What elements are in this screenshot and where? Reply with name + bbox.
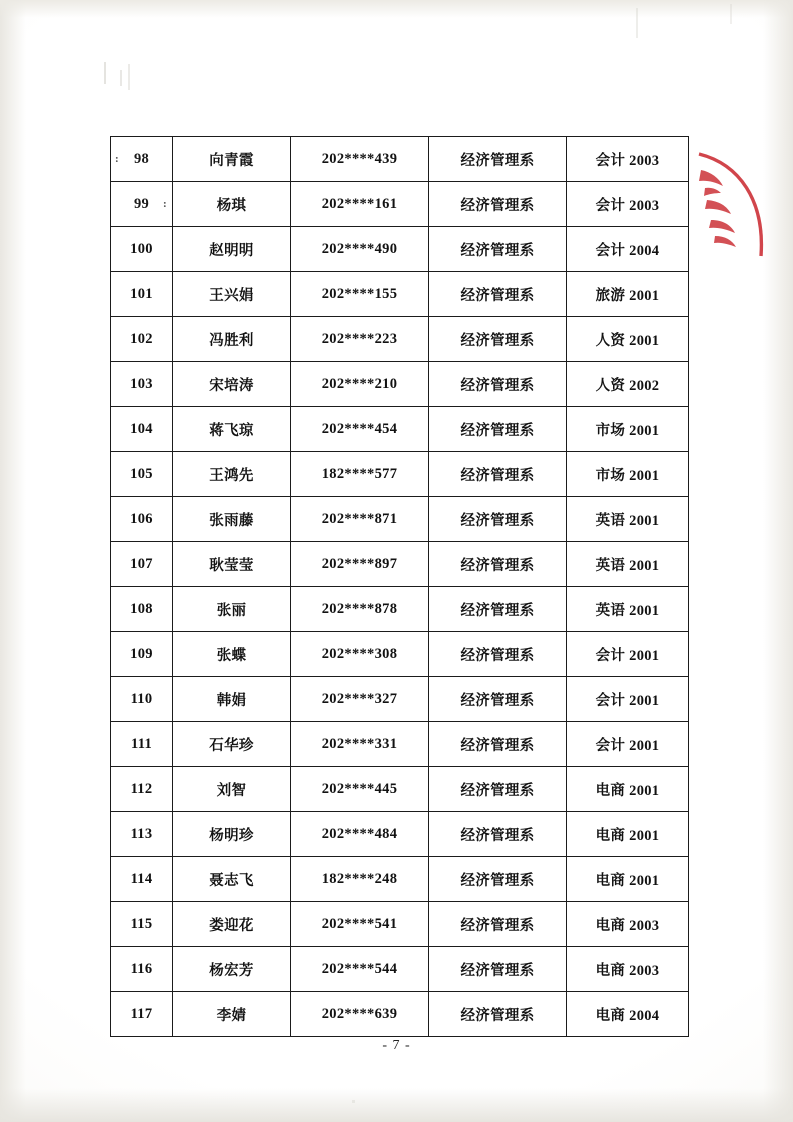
- red-seal-stamp: [695, 148, 769, 278]
- row-name: 杨宏芳: [173, 947, 291, 992]
- row-name: 向青霞: [173, 137, 291, 182]
- row-id-number: 202****544: [291, 947, 429, 992]
- table-row: [111, 992, 689, 1037]
- row-index: 108: [111, 587, 173, 632]
- row-department: 经济管理系: [429, 452, 567, 497]
- row-id-number: 202****897: [291, 542, 429, 587]
- scan-speck: [730, 4, 732, 24]
- row-id-number: 202****308: [291, 632, 429, 677]
- row-id-number: 202****439: [291, 137, 429, 182]
- row-name: 刘智: [173, 767, 291, 812]
- row-index: 113: [111, 812, 173, 857]
- row-name: 石华珍: [173, 722, 291, 767]
- row-department: 经济管理系: [429, 227, 567, 272]
- row-id-number: 182****248: [291, 857, 429, 902]
- row-name: 李婧: [173, 992, 291, 1037]
- row-name: 宋培涛: [173, 362, 291, 407]
- row-index: 102: [111, 317, 173, 362]
- row-id-number: 202****639: [291, 992, 429, 1037]
- row-id-number: 202****161: [291, 182, 429, 227]
- row-name: 王兴娟: [173, 272, 291, 317]
- roster-table: [110, 136, 689, 1037]
- row-name: 王鸿先: [173, 452, 291, 497]
- row-department: 经济管理系: [429, 587, 567, 632]
- row-index: : 98: [111, 137, 173, 182]
- row-index: 104: [111, 407, 173, 452]
- row-department: 经济管理系: [429, 407, 567, 452]
- row-name: 娄迎花: [173, 902, 291, 947]
- scan-artifact-mark: :: [115, 153, 119, 165]
- row-department: 经济管理系: [429, 272, 567, 317]
- row-name: 赵明明: [173, 227, 291, 272]
- row-name: 聂志飞: [173, 857, 291, 902]
- row-name: 张蝶: [173, 632, 291, 677]
- table-row: [111, 362, 689, 407]
- row-index: 103: [111, 362, 173, 407]
- row-department: 经济管理系: [429, 947, 567, 992]
- row-major-class: 英语 2001: [567, 497, 689, 542]
- row-index: 115: [111, 902, 173, 947]
- row-major-class: 电商 2001: [567, 767, 689, 812]
- row-department: 经济管理系: [429, 182, 567, 227]
- row-id-number: 202****454: [291, 407, 429, 452]
- scan-speck: [352, 1100, 355, 1103]
- scan-artifact-mark: :: [163, 198, 167, 210]
- row-index: 112: [111, 767, 173, 812]
- table-row: [111, 947, 689, 992]
- row-department: 经济管理系: [429, 902, 567, 947]
- page-shadow-top: [0, 0, 793, 18]
- table-row: [111, 227, 689, 272]
- table-row: [111, 902, 689, 947]
- table-row: [111, 632, 689, 677]
- table-row: [111, 272, 689, 317]
- row-id-number: 202****878: [291, 587, 429, 632]
- row-id-number: 202****210: [291, 362, 429, 407]
- row-department: 经济管理系: [429, 767, 567, 812]
- roster-table-container: [110, 136, 688, 1037]
- row-major-class: 市场 2001: [567, 407, 689, 452]
- row-name: 蒋飞琼: [173, 407, 291, 452]
- table-row: [111, 497, 689, 542]
- table-row: [111, 587, 689, 632]
- scan-speck: [636, 8, 638, 38]
- row-id-number: 202****484: [291, 812, 429, 857]
- table-row: [111, 677, 689, 722]
- row-major-class: 旅游 2001: [567, 272, 689, 317]
- row-major-class: 电商 2003: [567, 902, 689, 947]
- row-department: 经济管理系: [429, 677, 567, 722]
- row-index: 106: [111, 497, 173, 542]
- table-row: [111, 857, 689, 902]
- table-row: [111, 812, 689, 857]
- row-major-class: 电商 2001: [567, 812, 689, 857]
- row-name: 冯胜利: [173, 317, 291, 362]
- row-department: 经济管理系: [429, 812, 567, 857]
- scan-speck: [128, 64, 130, 90]
- row-name: 韩娟: [173, 677, 291, 722]
- page-shadow-right: [763, 0, 793, 1122]
- row-name: 张丽: [173, 587, 291, 632]
- row-department: 经济管理系: [429, 137, 567, 182]
- row-name: 杨琪: [173, 182, 291, 227]
- table-row: [111, 407, 689, 452]
- scan-speck: [120, 70, 122, 86]
- table-row: [111, 767, 689, 812]
- row-name: 耿莹莹: [173, 542, 291, 587]
- row-id-number: 202****223: [291, 317, 429, 362]
- row-department: 经济管理系: [429, 497, 567, 542]
- row-major-class: 市场 2001: [567, 452, 689, 497]
- roster-table-body: [111, 137, 689, 1037]
- row-index: 117: [111, 992, 173, 1037]
- row-department: 经济管理系: [429, 857, 567, 902]
- table-row: [111, 542, 689, 587]
- row-major-class: 会计 2001: [567, 722, 689, 767]
- row-index: 116: [111, 947, 173, 992]
- row-index: 109: [111, 632, 173, 677]
- row-major-class: 电商 2001: [567, 857, 689, 902]
- page-number: - 7 -: [382, 1038, 411, 1053]
- row-department: 经济管理系: [429, 362, 567, 407]
- table-row: [111, 317, 689, 362]
- row-index: 114: [111, 857, 173, 902]
- table-row: [111, 137, 689, 182]
- row-major-class: 英语 2001: [567, 542, 689, 587]
- row-major-class: 英语 2001: [567, 587, 689, 632]
- page-shadow-left: [0, 0, 26, 1122]
- row-id-number: 202****327: [291, 677, 429, 722]
- row-index: 105: [111, 452, 173, 497]
- row-major-class: 电商 2003: [567, 947, 689, 992]
- row-index: 111: [111, 722, 173, 767]
- row-major-class: 电商 2004: [567, 992, 689, 1037]
- row-major-class: 会计 2001: [567, 632, 689, 677]
- row-index: 100: [111, 227, 173, 272]
- scan-speck: [104, 62, 106, 84]
- row-index: 110: [111, 677, 173, 722]
- row-major-class: 人资 2001: [567, 317, 689, 362]
- row-id-number: 202****155: [291, 272, 429, 317]
- row-id-number: 202****541: [291, 902, 429, 947]
- row-department: 经济管理系: [429, 542, 567, 587]
- row-index: 99 :: [111, 182, 173, 227]
- row-index: 101: [111, 272, 173, 317]
- row-department: 经济管理系: [429, 632, 567, 677]
- row-name: 张雨藤: [173, 497, 291, 542]
- row-id-number: 202****445: [291, 767, 429, 812]
- row-major-class: 会计 2001: [567, 677, 689, 722]
- table-row: [111, 722, 689, 767]
- row-major-class: 会计 2004: [567, 227, 689, 272]
- page-shadow-bottom: [0, 1088, 793, 1122]
- row-department: 经济管理系: [429, 317, 567, 362]
- row-index: 107: [111, 542, 173, 587]
- row-id-number: 202****490: [291, 227, 429, 272]
- table-row: [111, 452, 689, 497]
- row-major-class: 人资 2002: [567, 362, 689, 407]
- row-department: 经济管理系: [429, 992, 567, 1037]
- row-department: 经济管理系: [429, 722, 567, 767]
- table-row: [111, 182, 689, 227]
- row-name: 杨明珍: [173, 812, 291, 857]
- row-id-number: 202****871: [291, 497, 429, 542]
- row-major-class: 会计 2003: [567, 137, 689, 182]
- row-id-number: 182****577: [291, 452, 429, 497]
- row-major-class: 会计 2003: [567, 182, 689, 227]
- row-id-number: 202****331: [291, 722, 429, 767]
